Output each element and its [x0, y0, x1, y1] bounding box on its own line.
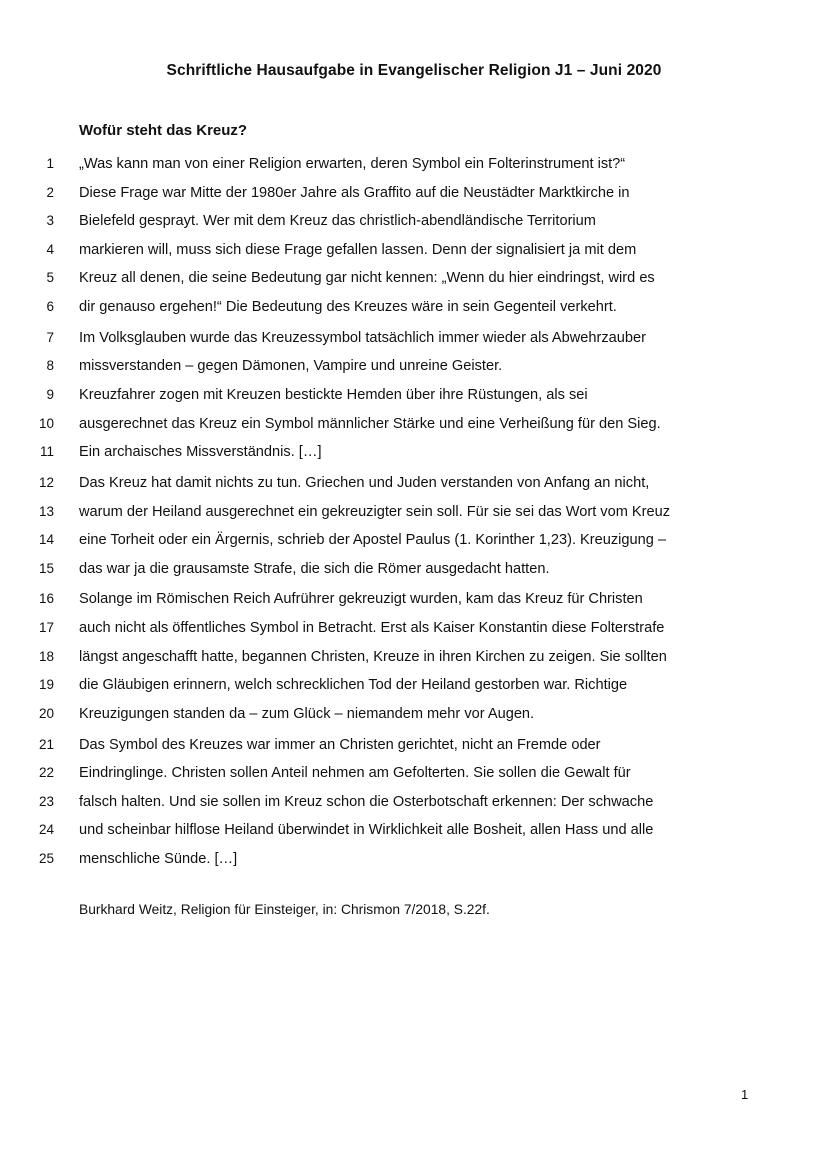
- line-number: 19: [38, 677, 54, 693]
- text-line: [0, 264, 828, 293]
- text-line: [0, 236, 828, 265]
- line-text: und scheinbar hilflose Heiland überwindet in Wirklichkeit alle Bosheit, allen Hass und alle: [79, 822, 654, 839]
- line-number: 11: [39, 444, 54, 460]
- line-text: falsch halten. Und sie sollen im Kreuz schon die Osterbotschaft erkennen: Der schwache: [79, 793, 654, 810]
- line-text: Ein archaisches Missverständnis. […]: [79, 444, 322, 461]
- line-number: 12: [38, 474, 54, 490]
- line-text: Im Volksglauben wurde das Kreuzessymbol tatsächlich immer wieder als Abwehrzauber: [79, 329, 646, 346]
- line-text: ausgerechnet das Kreuz ein Symbol männlicher Stärke und eine Verheißung für den Sieg.: [79, 415, 661, 432]
- line-number: 9: [46, 386, 54, 402]
- text-line: [0, 700, 828, 729]
- line-text: Eindringlinge. Christen sollen Anteil nehmen am Gefolterten. Sie sollen die Gewalt für: [79, 765, 631, 782]
- line-number: 13: [38, 503, 54, 519]
- line-number: 3: [46, 213, 54, 229]
- text-line: [0, 585, 828, 614]
- line-text: Das Symbol des Kreuzes war immer an Christen gerichtet, nicht an Fremde oder: [79, 736, 601, 753]
- line-number: 2: [46, 184, 54, 200]
- line-number: 20: [38, 705, 54, 721]
- line-number: 18: [38, 648, 54, 664]
- line-number: 5: [46, 270, 54, 286]
- text-line: [0, 207, 828, 236]
- text-line: [0, 614, 828, 643]
- text-line: [0, 179, 828, 208]
- text-line: [0, 293, 828, 322]
- text-line: [0, 469, 828, 498]
- text-line: [0, 643, 828, 672]
- line-text: Diese Frage war Mitte der 1980er Jahre als Graffito auf die Neustädter Marktkirche in: [79, 184, 630, 201]
- line-text: warum der Heiland ausgerechnet ein gekreuzigter sein soll. Für sie sei das Wort vom Kreuz: [79, 503, 671, 520]
- numbered-text-block: [0, 150, 828, 874]
- text-line: [0, 498, 828, 527]
- text-line: [0, 381, 828, 410]
- line-text: die Gläubigen erinnern, welch schrecklichen Tod der Heiland gestorben war. Richtige: [79, 677, 628, 694]
- text-line: [0, 788, 828, 817]
- line-number: 16: [38, 591, 54, 607]
- line-number: 22: [38, 765, 54, 781]
- text-line: [0, 555, 828, 584]
- line-text: Kreuz all denen, die seine Bedeutung gar nicht kennen: „Wenn du hier eindringst, wird es: [79, 270, 655, 287]
- text-line: [0, 352, 828, 381]
- line-text: Bielefeld gesprayt. Wer mit dem Kreuz das christlich-abendländische Territorium: [79, 213, 596, 230]
- line-text: längst angeschafft hatte, begannen Christen, Kreuze in ihren Kirchen zu zeigen. Sie sollten: [79, 648, 667, 665]
- line-number: 4: [46, 241, 54, 257]
- line-text: dir genauso ergehen!“ Die Bedeutung des Kreuzes wäre in sein Gegenteil verkehrt.: [79, 298, 617, 315]
- text-line: [0, 816, 828, 845]
- line-number: 6: [46, 298, 54, 314]
- line-number: 24: [38, 822, 54, 838]
- line-number: 21: [38, 736, 54, 752]
- text-line: [0, 438, 828, 467]
- line-number: 17: [38, 620, 54, 636]
- line-number: 25: [38, 851, 54, 866]
- text-line: [0, 150, 828, 179]
- line-number: 7: [46, 329, 54, 345]
- line-number: 8: [46, 358, 54, 374]
- line-number: 15: [38, 560, 54, 576]
- line-number: 10: [38, 415, 54, 431]
- text-line: [0, 731, 828, 760]
- text-line: [0, 526, 828, 555]
- line-text: „Was kann man von einer Religion erwarten, deren Symbol ein Folterinstrument ist?“: [79, 156, 626, 172]
- page-number: 1: [741, 1087, 749, 1102]
- line-text: Solange im Römischen Reich Aufrührer gekreuzigt wurden, kam das Kreuz für Christen: [79, 591, 643, 608]
- text-line: [0, 759, 828, 788]
- text-line: [0, 671, 828, 700]
- line-text: Kreuzfahrer zogen mit Kreuzen bestickte Hemden über ihre Rüstungen, als sei: [79, 386, 588, 403]
- line-text: markieren will, muss sich diese Frage gefallen lassen. Denn der signalisiert ja mit dem: [79, 241, 637, 258]
- line-number: 23: [38, 793, 54, 809]
- line-number: 14: [38, 532, 54, 548]
- line-text: eine Torheit oder ein Ärgernis, schrieb der Apostel Paulus (1. Korinther 1,23). Kreuzigung –: [79, 532, 667, 549]
- line-text: das war ja die grausamste Strafe, die sich die Römer ausgedacht hatten.: [79, 560, 550, 577]
- line-text: menschliche Sünde. […]: [79, 851, 238, 867]
- line-text: auch nicht als öffentliches Symbol in Betracht. Erst als Kaiser Konstantin diese Folterstrafe: [79, 620, 665, 637]
- source-citation: Burkhard Weitz, Religion für Einsteiger, in: Chrismon 7/2018, S.22f.: [79, 902, 490, 917]
- line-text: missverstanden – gegen Dämonen, Vampire und unreine Geister.: [79, 358, 503, 375]
- document-title: Schriftliche Hausaufgabe in Evangelischer Religion J1 – Juni 2020: [166, 62, 662, 79]
- text-line: [0, 410, 828, 439]
- text-line: [0, 324, 828, 353]
- line-text: Das Kreuz hat damit nichts zu tun. Griechen und Juden verstanden von Anfang an nicht,: [79, 474, 650, 491]
- line-text: Kreuzigungen standen da – zum Glück – niemandem mehr vor Augen.: [79, 705, 535, 722]
- text-line: [0, 845, 828, 874]
- line-number: 1: [46, 156, 54, 171]
- document-subtitle: Wofür steht das Kreuz?: [79, 122, 248, 139]
